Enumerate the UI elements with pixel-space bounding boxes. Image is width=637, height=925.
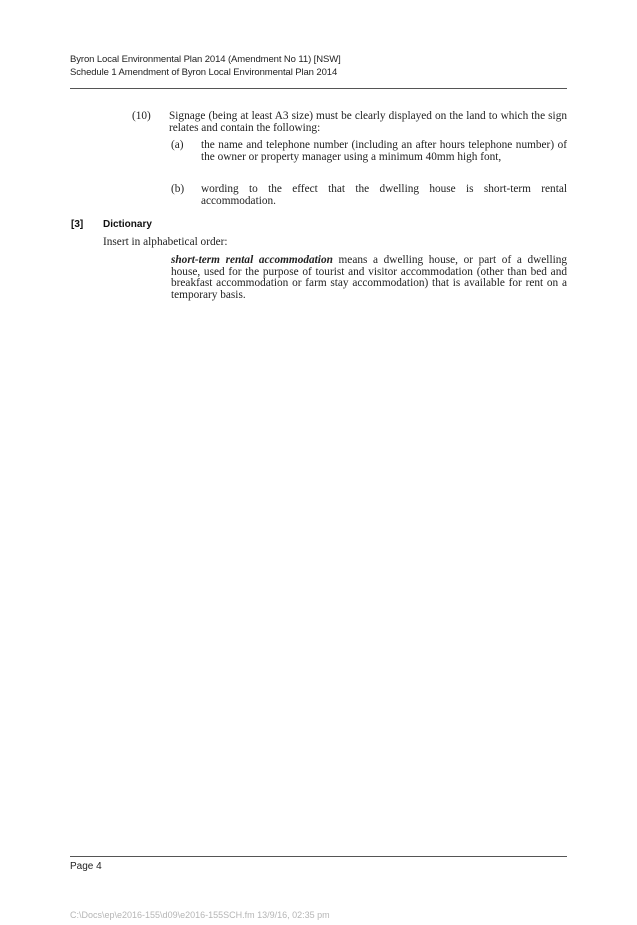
item-label-b: (b) [171,183,185,195]
amendment-instruction: Insert in alphabetical order: [103,236,228,248]
definition-paragraph [171,255,567,301]
clause-text: Signage (being at least A3 size) must be clearly displayed on the land to which the sign relates and contain the following: [169,110,567,134]
page-number: Page 4 [70,861,102,872]
file-path: C:\Docs\ep\e2016-155\d09\e2016-155SCH.fm 13/9/16, 02:35 pm [70,910,330,920]
running-header-title: Byron Local Environmental Plan 2014 (Amendment No 11) [NSW] [70,54,341,65]
clause-number: (10) [132,110,151,122]
header-rule [70,88,567,89]
item-text-b: wording to the effect that the dwelling house is short-term rental accommodation. [201,183,567,207]
item-text-a: the name and telephone number (including an after hours telephone number) of the owner or property manager using a minimum 40mm high font, [201,139,567,163]
footer-rule [70,856,567,857]
amendment-number: [3] [71,219,84,230]
item-label-a: (a) [171,139,184,151]
defined-term: short-term rental accommodation [171,254,333,266]
definition-text: means a dwelling house, or part of a dwelling house, used for the purpose of tourist and visitor accommodation (other than bed and breakfast accommodation or farm stay accommodation) that is available for rent on a temporary basis. [171,254,568,301]
running-header-schedule: Schedule 1 Amendment of Byron Local Environmental Plan 2014 [70,67,338,78]
amendment-heading: Dictionary [103,219,152,230]
